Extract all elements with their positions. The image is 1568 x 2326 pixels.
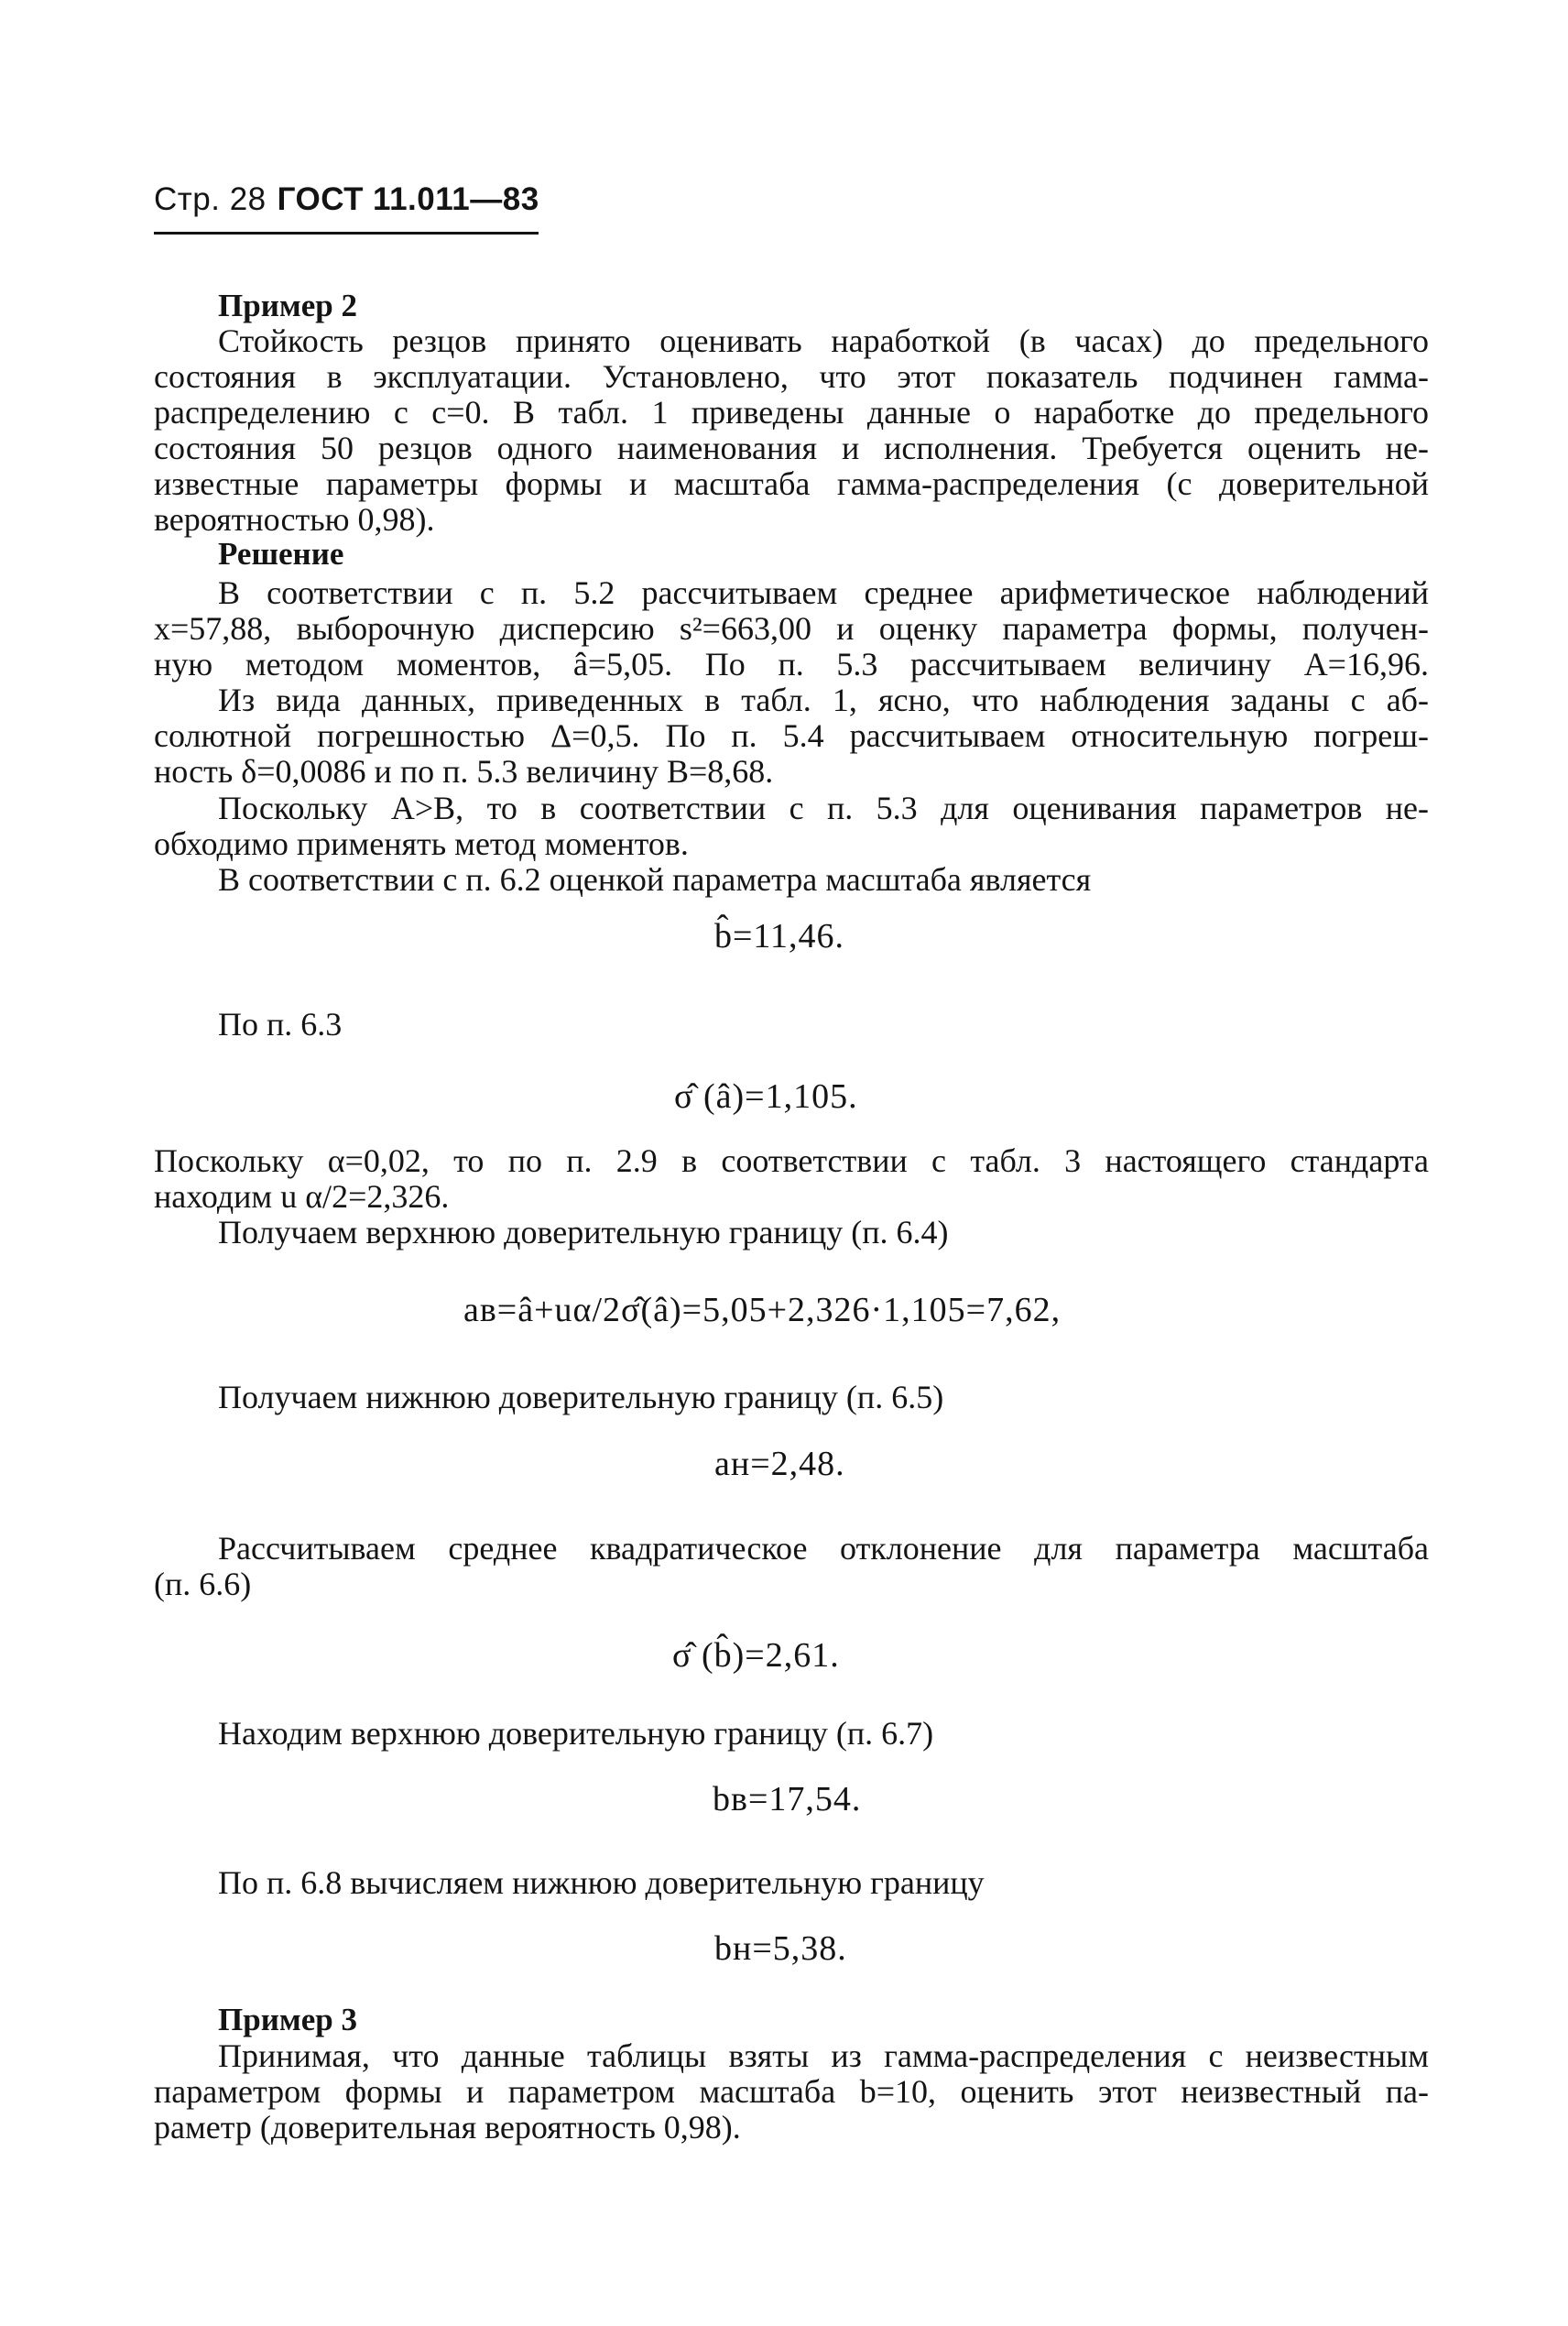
paragraph-line: Принимая, что данные таблицы взяты из гамма-распределения с неизвестным <box>218 2037 1429 2074</box>
formula-sigma-b: σ̂ (b̂)=2,61. <box>672 1636 840 1675</box>
paragraph-line: обходимо применять метод моментов. <box>154 825 689 862</box>
paragraph-line: известные параметры формы и масштаба гамма-распределения (с доверительной <box>154 465 1429 502</box>
paragraph-line: находим u α/2=2,326. <box>154 1178 450 1215</box>
formula-a-upper-bound: aв=â+uα/2σ̂(â)=5,05+2,326·1,105=7,62, <box>463 1291 1062 1329</box>
paragraph-line: (п. 6.6) <box>154 1566 252 1602</box>
paragraph-line: солютной погрешностью Δ=0,5. По п. 5.4 рассчитываем относительную погреш- <box>154 717 1429 754</box>
standard-name: ГОСТ <box>277 181 365 217</box>
paragraph-line: В соответствии с п. 5.2 рассчитываем среднее арифметическое наблюдений <box>218 574 1429 611</box>
formula-a-lower-bound: aн=2,48. <box>714 1445 845 1483</box>
example2-heading: Пример 2 <box>218 288 357 323</box>
paragraph-line: распределению с c=0. В табл. 1 приведены данные о наработке до предельного <box>154 394 1429 431</box>
standard-number: 11.011—83 <box>373 181 539 217</box>
page-header <box>154 181 539 218</box>
paragraph-line: ность δ=0,0086 и по п. 5.3 величину B=8,68. <box>154 753 774 790</box>
paragraph-line: вероятностью 0,98). <box>154 501 435 538</box>
paragraph-line: параметром формы и параметром масштаба b=10, оценить этот неизвестный па- <box>154 2073 1429 2110</box>
paragraph-line: Получаем нижнюю доверительную границу (п. 6.5) <box>218 1379 944 1415</box>
paragraph-line: По п. 6.8 вычисляем нижнюю доверительную границу <box>218 1864 985 1901</box>
paragraph-line: раметр (доверительная вероятность 0,98). <box>154 2109 741 2146</box>
paragraph-line: x=57,88, выборочную дисперсию s²=663,00 и оценку параметра формы, получен- <box>154 610 1429 647</box>
formula-b-upper-bound: bв=17,54. <box>713 1780 862 1818</box>
example3-heading: Пример 3 <box>218 2002 357 2037</box>
formula-b-estimate: b̂=11,46. <box>714 917 845 956</box>
paragraph-line: Из вида данных, приведенных в табл. 1, ясно, что наблюдения заданы с аб- <box>218 682 1429 718</box>
paragraph-line: Поскольку α=0,02, то по п. 2.9 в соответствии с табл. 3 настоящего стандарта <box>154 1142 1429 1179</box>
paragraph-line: ную методом моментов, â=5,05. По п. 5.3 рассчитываем величину A=16,96. <box>154 646 1429 683</box>
paragraph-line: состояния 50 резцов одного наименования и исполнения. Требуется оценить не- <box>154 430 1429 466</box>
paragraph-line: состояния в эксплуатации. Установлено, что этот показатель подчинен гамма- <box>154 358 1429 395</box>
formula-b-lower-bound: bн=5,38. <box>714 1929 847 1968</box>
paragraph-line: Рассчитываем среднее квадратическое отклонение для параметра масштаба <box>218 1530 1429 1567</box>
page-number: Стр. 28 <box>154 181 267 217</box>
paragraph-line: В соответствии с п. 6.2 оценкой параметра масштаба является <box>218 861 1092 898</box>
paragraph-line: Поскольку A>B, то в соответствии с п. 5.3 для оценивания параметров не- <box>218 790 1429 826</box>
paragraph-line: Находим верхнюю доверительную границу (п. 6.7) <box>218 1715 934 1752</box>
paragraph-line: Получаем верхнюю доверительную границу (п. 6.4) <box>218 1214 949 1250</box>
header-rule <box>154 232 539 235</box>
paragraph-line: Стойкость резцов принято оценивать наработкой (в часах) до предельного <box>218 322 1429 359</box>
paragraph-line: По п. 6.3 <box>218 1006 343 1043</box>
formula-sigma-a: σ̂ (â)=1,105. <box>674 1077 858 1116</box>
solution-heading: Решение <box>218 536 344 572</box>
